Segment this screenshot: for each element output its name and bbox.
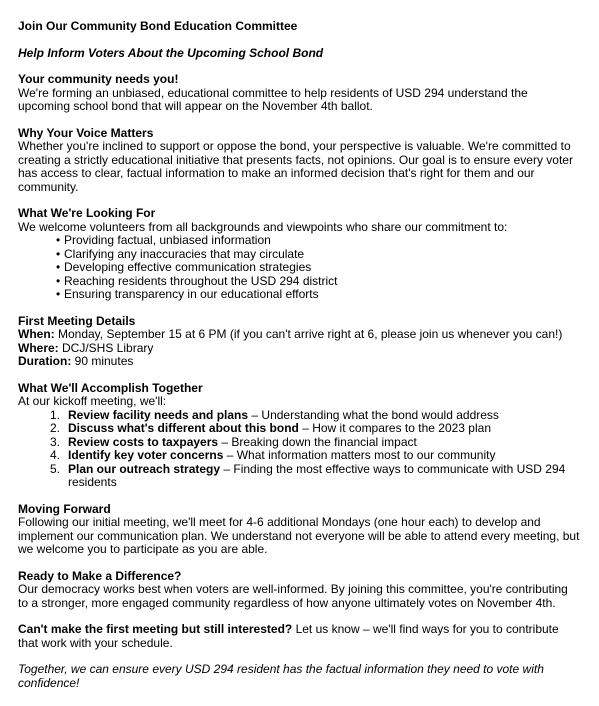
list-item (50, 448, 581, 463)
section-intro: We welcome volunteers from all backgrounds and viewpoints who share our commitment to: (18, 219, 508, 234)
section-cant-make-it (18, 623, 581, 650)
section-heading: What We'll Accomplish Together (18, 380, 203, 395)
where-label: Where: (18, 340, 59, 355)
section-text: Whether you're inclined to support or oppose the bond, your perspective is valuable. We're committed to creating a strictly educational initiative that presents facts, not opinions. Our goal is to ensure every voter has access to clear, factual information to make an informed decision that's right for them and our community. (18, 139, 573, 194)
item-text: – Understanding what the bond would address (248, 407, 499, 422)
item-bold: Review costs to taxpayers (68, 434, 219, 449)
item-bold: Review facility needs and plans (68, 407, 249, 422)
meeting-when (18, 328, 581, 342)
section-heading: First Meeting Details (18, 313, 136, 328)
section-heading: Why Your Voice Matters (18, 125, 154, 140)
section-heading: Moving Forward (18, 501, 111, 516)
item-text: – What information matters most to our community (223, 448, 496, 462)
section-needs (18, 73, 581, 114)
cant-bold: Can't make the first meeting but still interested? (18, 622, 293, 636)
section-accomplish (18, 382, 581, 490)
item-number: 4. (50, 448, 61, 462)
section-looking-for (18, 207, 581, 302)
section-text (18, 623, 581, 650)
when-label: When: (18, 327, 55, 341)
list-item: • Ensuring transparency in our educational efforts (56, 288, 581, 302)
item-number: 1. (50, 407, 61, 422)
section-moving-forward (18, 503, 581, 557)
document-title: Join Our Community Bond Education Committee (18, 19, 298, 33)
item-number: 2. (50, 421, 61, 435)
cant-text: Let us know – we'll find ways for you to contribute that work with your schedule. (18, 622, 559, 650)
section-intro: At our kickoff meeting, we'll: (18, 394, 167, 408)
meeting-duration (18, 355, 581, 369)
item-bold: Plan our outreach strategy (68, 461, 221, 476)
closing-statement: Together, we can ensure every USD 294 resident has the factual information they need to vote with confidence! (18, 662, 544, 690)
list-item (50, 434, 581, 450)
section-voice (18, 127, 581, 195)
duration-label: Duration: (18, 354, 72, 368)
item-bold: Discuss what's different about this bond (68, 421, 299, 435)
section-ready (18, 570, 581, 611)
meeting-where (18, 342, 581, 356)
document-subtitle: Help Inform Voters About the Upcoming School Bond (18, 45, 324, 60)
numbered-list (18, 409, 581, 490)
list-item (50, 407, 581, 423)
when-value: Monday, September 15 at 6 PM (if you can't arrive right at 6, please join us whenever you can!) (54, 327, 563, 341)
item-bold: Identify key voter concerns (68, 448, 224, 462)
item-text: – Finding the most effective ways to communicate with USD 294 residents (68, 461, 566, 489)
item-number: 3. (50, 434, 61, 449)
item-text: – How it compares to the 2023 plan (298, 421, 491, 435)
list-item: • Clarifying any inaccuracies that may circulate (56, 248, 581, 262)
section-heading: Your community needs you! (18, 72, 179, 86)
section-text: Following our initial meeting, we'll meet for 4-6 additional Mondays (one hour each) to develop and implement our communication plan. We understand not everyone will be able to attend every meeting, but we welcome you to participate as you are able. (18, 515, 580, 556)
list-item: • Developing effective communication strategies (56, 261, 581, 275)
section-heading: Ready to Make a Difference? (18, 568, 182, 583)
list-item (50, 461, 581, 490)
section-meeting-details (18, 315, 581, 369)
item-number: 5. (50, 461, 61, 476)
list-item (50, 421, 581, 436)
section-heading: What We're Looking For (18, 206, 156, 220)
where-value: DCJ/SHS Library (58, 340, 154, 355)
list-item: • Reaching residents throughout the USD 294 district (56, 275, 581, 289)
bullet-list (18, 234, 581, 302)
section-text: We're forming an unbiased, educational committee to help residents of USD 294 understand the upcoming school bond that will appear on the November 4th ballot. (18, 85, 528, 113)
duration-value: 90 minutes (71, 354, 134, 368)
item-text: – Breaking down the financial impact (218, 434, 417, 449)
section-text: Our democracy works best when voters are well-informed. By joining this committee, you're contributing to a stronger, more engaged community regardless of how anyone ultimately votes on November 4th. (18, 582, 568, 610)
list-item: • Providing factual, unbiased information (56, 234, 581, 248)
